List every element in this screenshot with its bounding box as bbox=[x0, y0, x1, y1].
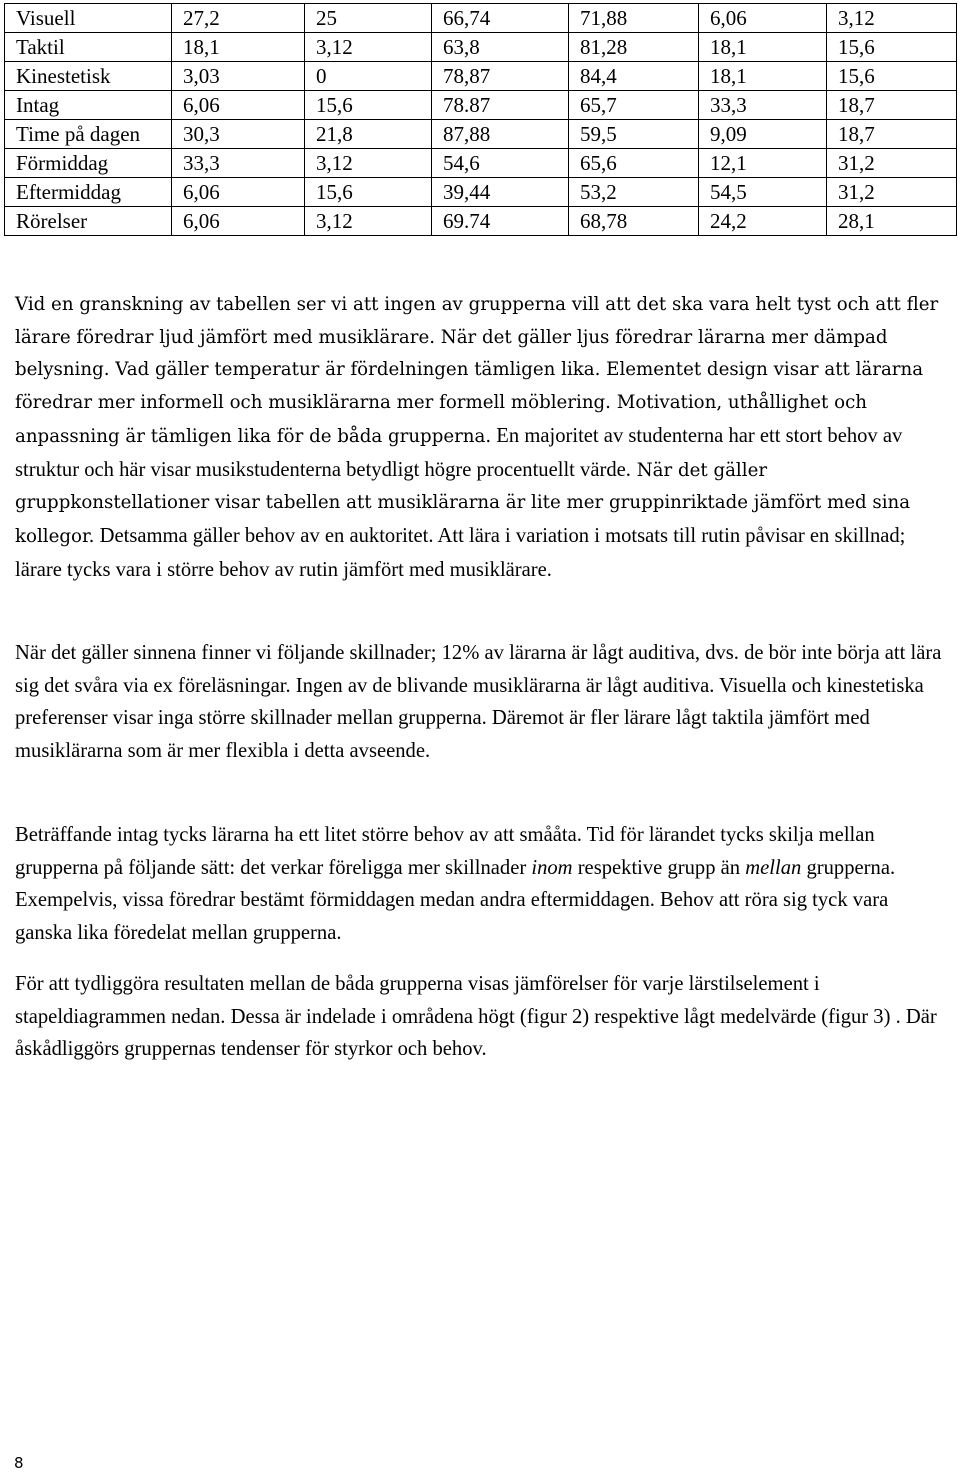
value-cell: 78,87 bbox=[432, 62, 569, 91]
text-run: När det gäller gruppkonstellationer visar tabellen att musiklärarna är lite mer gruppinriktade jämfört med sina kollegor. bbox=[15, 459, 911, 547]
value-cell: 65,7 bbox=[569, 91, 699, 120]
paragraph-senses bbox=[15, 637, 950, 768]
value-cell: 31,2 bbox=[827, 178, 957, 207]
value-cell: 15,6 bbox=[827, 33, 957, 62]
row-label-cell: Rörelser bbox=[5, 207, 172, 236]
table-row bbox=[5, 207, 957, 236]
value-cell: 15,6 bbox=[305, 91, 432, 120]
value-cell: 87,88 bbox=[432, 120, 569, 149]
value-cell: 24,2 bbox=[699, 207, 827, 236]
row-label-cell: Taktil bbox=[5, 33, 172, 62]
value-cell: 6,06 bbox=[172, 91, 305, 120]
value-cell: 21,8 bbox=[305, 120, 432, 149]
value-cell: 0 bbox=[305, 62, 432, 91]
table-row bbox=[5, 33, 957, 62]
value-cell: 28,1 bbox=[827, 207, 957, 236]
value-cell: 81,28 bbox=[569, 33, 699, 62]
value-cell: 12,1 bbox=[699, 149, 827, 178]
table-body bbox=[5, 4, 957, 236]
learning-style-table bbox=[4, 3, 957, 236]
table-row bbox=[5, 91, 957, 120]
value-cell: 3,03 bbox=[172, 62, 305, 91]
value-cell: 53,2 bbox=[569, 178, 699, 207]
paragraph-table-analysis bbox=[15, 289, 950, 587]
value-cell: 65,6 bbox=[569, 149, 699, 178]
italic-inom: inom bbox=[531, 856, 573, 879]
text-run: grupperna. Exempelvis, vissa föredrar bestämt förmiddagen medan andra eftermiddagen. Behov att röra sig tyck vara ganska lika föredelat mellan grupperna. bbox=[15, 856, 896, 945]
value-cell: 84,4 bbox=[569, 62, 699, 91]
row-label-cell: Kinestetisk bbox=[5, 62, 172, 91]
row-label-cell: Visuell bbox=[5, 4, 172, 33]
value-cell: 71,88 bbox=[569, 4, 699, 33]
value-cell: 54,5 bbox=[699, 178, 827, 207]
value-cell: 33,3 bbox=[699, 91, 827, 120]
table-row bbox=[5, 120, 957, 149]
text-run: Att lära i variation i motsats till rutin påvisar en skillnad; lärare tycks vara i större behov av rutin jämfört med musiklärare. bbox=[15, 524, 906, 581]
value-cell: 69.74 bbox=[432, 207, 569, 236]
value-cell: 15,6 bbox=[305, 178, 432, 207]
value-cell: 6,06 bbox=[699, 4, 827, 33]
text-run: Beträffande intag tycks lärarna ha ett litet större behov av att smååta. Tid för lärandet tycks skilja mellan grupperna på följande sätt: det verkar föreligga mer skillnader bbox=[15, 824, 875, 879]
paragraph-intake-time bbox=[15, 819, 950, 950]
value-cell: 68,78 bbox=[569, 207, 699, 236]
value-cell: 3,12 bbox=[305, 149, 432, 178]
row-label-cell: Intag bbox=[5, 91, 172, 120]
value-cell: 78.87 bbox=[432, 91, 569, 120]
table-row bbox=[5, 178, 957, 207]
table-row bbox=[5, 149, 957, 178]
value-cell: 54,6 bbox=[432, 149, 569, 178]
value-cell: 18,7 bbox=[827, 120, 957, 149]
text-run: Detsamma gäller behov av en auktoritet. bbox=[94, 524, 434, 547]
page-number: 8 bbox=[14, 1454, 24, 1472]
value-cell: 18,1 bbox=[699, 62, 827, 91]
value-cell: 39,44 bbox=[432, 178, 569, 207]
value-cell: 15,6 bbox=[827, 62, 957, 91]
paragraph-text: När det gäller sinnena finner vi följande skillnader; 12% av lärarna är lågt auditiva, dvs. de bör inte börja att lära sig det svåra via ex föreläsningar. Ingen av de blivande musiklärarna är lågt auditiva. Visuella och kinestetiska preferenser visar inga större skillnader mellan grupperna. Däremot är fler lärare lågt taktila jämfört med musiklärarna som är mer flexibla i detta avseende. bbox=[15, 642, 942, 763]
value-cell: 6,06 bbox=[172, 207, 305, 236]
value-cell: 25 bbox=[305, 4, 432, 33]
row-label-cell: Förmiddag bbox=[5, 149, 172, 178]
value-cell: 18,1 bbox=[172, 33, 305, 62]
text-run: En majoritet av studenterna har ett stort behov av struktur och här visar musikstudenterna betydligt högre procentuellt värde. bbox=[15, 424, 903, 481]
value-cell: 59,5 bbox=[569, 120, 699, 149]
value-cell: 18,7 bbox=[827, 91, 957, 120]
text-run: Vid en granskning av tabellen ser vi att ingen av grupperna vill att det ska vara helt tyst och att fler lärare föredrar ljud jämfört med musiklärare. När det gäller ljus föredrar lärarna mer dämpad belysning. Vad gäller temperatur är fördelningen tämligen lika. Elementet design visar att lärarna föredrar mer informell och musiklärarna mer formell möblering. Motivation, uthållighet och anpassning är tämligen lika för de båda grupperna. bbox=[15, 294, 939, 447]
value-cell: 27,2 bbox=[172, 4, 305, 33]
text-run: respektive grupp än bbox=[572, 856, 746, 879]
row-label-cell: Time på dagen bbox=[5, 120, 172, 149]
value-cell: 6,06 bbox=[172, 178, 305, 207]
value-cell: 33,3 bbox=[172, 149, 305, 178]
value-cell: 3,12 bbox=[305, 33, 432, 62]
value-cell: 9,09 bbox=[699, 120, 827, 149]
value-cell: 18,1 bbox=[699, 33, 827, 62]
paragraph-figures-intro bbox=[15, 968, 950, 1066]
table-row bbox=[5, 62, 957, 91]
value-cell: 31,2 bbox=[827, 149, 957, 178]
value-cell: 30,3 bbox=[172, 120, 305, 149]
value-cell: 3,12 bbox=[827, 4, 957, 33]
value-cell: 66,74 bbox=[432, 4, 569, 33]
value-cell: 63,8 bbox=[432, 33, 569, 62]
row-label-cell: Eftermiddag bbox=[5, 178, 172, 207]
table-row bbox=[5, 4, 957, 33]
italic-mellan: mellan bbox=[745, 856, 802, 879]
paragraph-text: För att tydliggöra resultaten mellan de båda grupperna visas jämförelser för varje lärstilselement i stapeldiagrammen nedan. Dessa är indelade i områdena högt (figur 2) respektive lågt medelvärde (figur 3) . Där åskådliggörs gruppernas tendenser för styrkor och behov. bbox=[15, 973, 937, 1061]
value-cell: 3,12 bbox=[305, 207, 432, 236]
